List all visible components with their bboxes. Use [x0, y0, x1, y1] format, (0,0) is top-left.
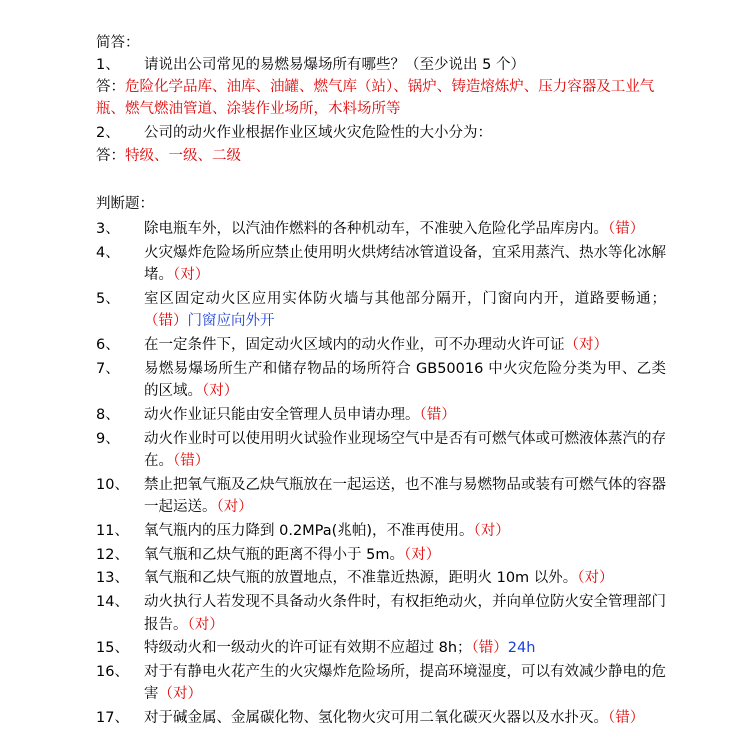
answer-mark: （错） [471, 640, 508, 657]
true-false-item [96, 358, 666, 403]
item-number: 8、 [96, 406, 120, 423]
statement-text: 对于有静电火花产生的火灾爆炸危险场所，提高环境湿度，可以有效减少静电的危害 [144, 663, 666, 703]
item-number: 5、 [96, 290, 120, 307]
item-statement [144, 404, 666, 427]
short-answer-heading: 简答： [96, 35, 140, 51]
true-false-item [96, 707, 666, 730]
item-statement [144, 520, 666, 543]
item-statement [144, 218, 666, 241]
answer-mark: （对） [473, 523, 510, 539]
item-number: 14、 [96, 594, 129, 611]
answer-text: 危险化学品库、油库、油罐、燃气库（站）、锅炉、铸造熔炼炉、压力容器及工业气瓶、燃气燃油管道、涂装作业场所，木料场所等 [96, 79, 655, 117]
statement-text: 动火执行人若发现不具备动火条件时，有权拒绝动火，并向单位防火安全管理部门报告。 [144, 594, 666, 633]
item-number: 7、 [96, 360, 120, 377]
true-false-item [96, 637, 666, 660]
document-body [96, 32, 666, 731]
statement-text: 氧气瓶和乙炔气瓶的距离不得小于 5m。 [144, 546, 404, 563]
answer-mark: （错） [608, 710, 645, 727]
statement-text: 氧气瓶和乙炔气瓶的放置地点，不准靠近热源，距明火 10m 以外。 [144, 570, 578, 587]
statement-text: 对于碱金属、金属碳化物、氢化物火灾可用二氧化碳灭火器以及水扑灭。 [144, 710, 608, 727]
question-number: 1、 [96, 57, 120, 73]
answer-mark: （对） [577, 570, 614, 587]
true-false-item [96, 404, 666, 427]
answer-text: 特级、一级、二级 [125, 148, 241, 164]
question-text: 请说出公司常见的易燃易爆场所有哪些？（至少说出 5 个） [144, 57, 525, 73]
item-number: 13、 [96, 570, 129, 587]
answer-mark: （对） [173, 267, 210, 284]
correction-text: 门窗应向外开 [187, 313, 275, 330]
item-statement [144, 567, 666, 590]
item-statement [144, 707, 666, 730]
item-number: 10、 [96, 476, 129, 493]
item-number: 4、 [96, 244, 120, 261]
answer-mark: （错） [608, 221, 645, 237]
statement-text: 易燃易爆场所生产和储存物品的场所符合 GB50016 中火灾危险分类为甲、乙类的区域。 [144, 360, 666, 400]
item-statement [144, 242, 666, 287]
item-number: 3、 [96, 221, 120, 237]
answer-mark: （错） [419, 406, 456, 423]
answer-mark: （对） [403, 546, 441, 563]
answer-2 [96, 144, 666, 168]
answer-mark: （错） [144, 313, 188, 330]
item-statement [144, 358, 666, 403]
question-2 [96, 122, 666, 144]
answer-1 [96, 76, 666, 120]
item-statement [144, 637, 666, 660]
question-number: 2、 [96, 125, 120, 141]
item-number: 12、 [96, 546, 129, 563]
answer-mark: （对） [158, 686, 202, 703]
item-number: 6、 [96, 337, 120, 354]
item-statement [144, 334, 666, 357]
item-statement [144, 474, 666, 519]
item-number: 15、 [96, 640, 129, 657]
item-number: 17、 [96, 710, 129, 727]
statement-text: 禁止把氧气瓶及乙炔气瓶放在一起运送，也不准与易燃物品或装有可燃气体的容器一起运送。 [144, 476, 666, 516]
statement-text: 动火作业证只能由安全管理人员申请办理。 [144, 406, 420, 423]
item-statement [144, 544, 666, 567]
true-false-item [96, 544, 666, 567]
true-false-item [96, 334, 666, 357]
true-false-item [96, 474, 666, 519]
correction-text: 24h [507, 640, 536, 657]
item-number: 11、 [96, 523, 129, 539]
item-statement [144, 661, 666, 706]
true-false-item [96, 428, 666, 473]
true-false-item [96, 661, 666, 706]
statement-text: 除电瓶车外，以汽油作燃料的各种机动车，不准驶入危险化学品库房内。 [144, 221, 608, 237]
statement-text: 氧气瓶内的压力降到 0.2MPa(兆帕)，不准再使用。 [144, 523, 474, 539]
statement-text: 室区固定动火区应用实体防火墙与其他部分隔开，门窗向内开，道路要畅通； [144, 290, 666, 307]
true-false-list [96, 218, 666, 730]
true-false-heading: 判断题： [96, 196, 154, 212]
item-number: 9、 [96, 430, 120, 447]
item-statement [144, 428, 666, 473]
item-statement [144, 288, 666, 333]
answer-mark: （对） [187, 616, 224, 633]
true-false-item [96, 288, 666, 333]
answer-mark: （对） [216, 499, 253, 516]
question-text: 公司的动火作业根据作业区域火灾危险性的大小分为： [144, 125, 492, 141]
question-1 [96, 54, 666, 76]
statement-text: 特级动火和一级动火的许可证有效期不应超过 8h； [144, 640, 472, 657]
true-false-item [96, 591, 666, 636]
true-false-item [96, 218, 666, 241]
answer-mark: （对） [564, 337, 608, 354]
answer-mark: （错） [173, 453, 210, 470]
true-false-item [96, 242, 666, 287]
answer-label: 答： [96, 79, 125, 95]
item-statement [144, 591, 666, 636]
answer-label: 答： [96, 148, 125, 164]
statement-text: 动火作业时可以使用明火试验作业现场空气中是否有可燃气体或可燃液体蒸汽的存在。 [144, 430, 666, 470]
answer-mark: （对） [202, 383, 239, 400]
true-false-item [96, 520, 666, 543]
item-number: 16、 [96, 663, 129, 680]
section-gap [96, 168, 666, 190]
true-false-item [96, 567, 666, 590]
statement-text: 火灾爆炸危险场所应禁止使用明火烘烤结冰管道设备，宜采用蒸汽、热水等化冰解堵。 [144, 244, 666, 284]
statement-text: 在一定条件下，固定动火区域内的动火作业，可不办理动火许可证 [144, 337, 565, 354]
